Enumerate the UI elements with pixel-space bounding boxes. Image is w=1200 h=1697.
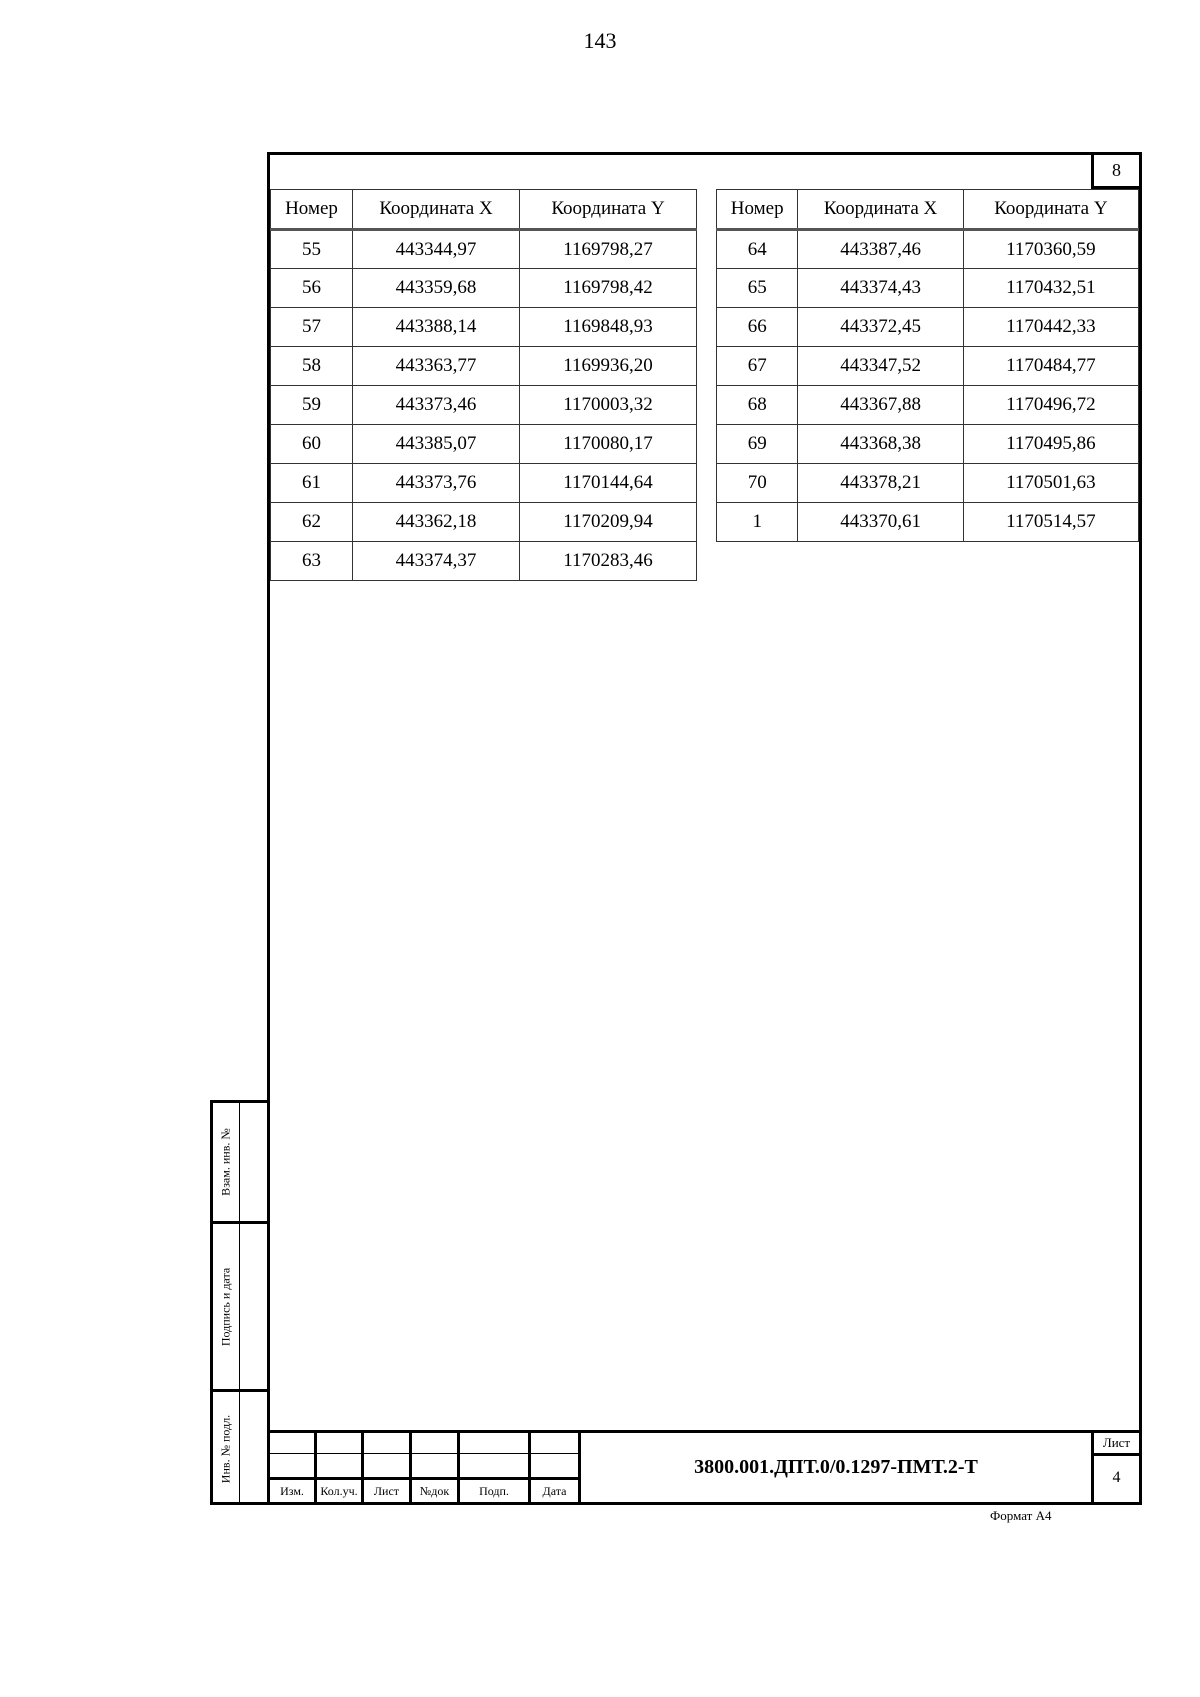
cell-y: 1170283,46 <box>520 542 697 581</box>
cell-number: 66 <box>717 308 798 347</box>
sheet-label-box <box>1091 1433 1139 1502</box>
cell-x: 443374,37 <box>353 542 520 581</box>
sheet-label: Лист <box>1094 1433 1139 1456</box>
table-row <box>717 425 1139 464</box>
cell-y: 1169798,42 <box>520 269 697 308</box>
cell-y: 1170360,59 <box>963 230 1138 269</box>
cell-x: 443359,68 <box>353 269 520 308</box>
cell-number: 69 <box>717 425 798 464</box>
sheet-value: 4 <box>1112 1468 1121 1486</box>
cell-x: 443373,46 <box>353 386 520 425</box>
title-col-kol <box>317 1433 364 1502</box>
drawing-frame <box>267 152 1142 1505</box>
header-x: Координата X <box>798 190 963 230</box>
table-row <box>271 269 697 308</box>
cell-number: 57 <box>271 308 353 347</box>
cell-number: 62 <box>271 503 353 542</box>
cell-number: 65 <box>717 269 798 308</box>
title-block <box>270 1430 1139 1502</box>
table-row <box>717 347 1139 386</box>
cell-x: 443362,18 <box>353 503 520 542</box>
cell-number: 63 <box>271 542 353 581</box>
header-x: Координата X <box>353 190 520 230</box>
side-stamp-column <box>210 1100 270 1505</box>
cell-number: 55 <box>271 230 353 269</box>
table-row <box>717 269 1139 308</box>
coordinates-table-left <box>270 189 697 581</box>
title-col-ndoc <box>412 1433 460 1502</box>
table-row <box>271 347 697 386</box>
cell-y: 1170442,33 <box>963 308 1138 347</box>
format-label: Формат А4 <box>990 1508 1052 1523</box>
document-code: 3800.001.ДПТ.0/0.1297-ПМТ.2-Т <box>694 1456 978 1478</box>
cell-y: 1169798,27 <box>520 230 697 269</box>
cell-number: 59 <box>271 386 353 425</box>
coordinates-table-right <box>716 189 1139 542</box>
sheet-number-box: 8 <box>1091 155 1139 189</box>
table-row <box>717 503 1139 542</box>
table-row <box>271 464 697 503</box>
title-block-grid <box>270 1433 581 1502</box>
side-label-cell <box>213 1103 240 1221</box>
table-row <box>717 464 1139 503</box>
cell-y: 1170484,77 <box>963 347 1138 386</box>
cell-y: 1170432,51 <box>963 269 1138 308</box>
side-label: Подпись и дата <box>218 1267 233 1346</box>
side-label-cell <box>213 1224 240 1389</box>
table-header-row <box>271 190 697 230</box>
cell-number: 58 <box>271 347 353 386</box>
table-row <box>271 542 697 581</box>
table-row <box>271 308 697 347</box>
cell-x: 443367,88 <box>798 386 963 425</box>
cell-y: 1169848,93 <box>520 308 697 347</box>
cell-y: 1170080,17 <box>520 425 697 464</box>
cell-x: 443385,07 <box>353 425 520 464</box>
cell-number: 61 <box>271 464 353 503</box>
cell-x: 443388,14 <box>353 308 520 347</box>
cell-x: 443347,52 <box>798 347 963 386</box>
cell-number: 64 <box>717 230 798 269</box>
title-col-list <box>364 1433 412 1502</box>
cell-x: 443378,21 <box>798 464 963 503</box>
title-col-label: Лист <box>373 1483 400 1498</box>
side-label: Взам. инв. № <box>218 1128 233 1196</box>
title-col-izm <box>270 1433 317 1502</box>
header-number: Номер <box>717 190 798 230</box>
header-y: Координата Y <box>520 190 697 230</box>
cell-number: 68 <box>717 386 798 425</box>
title-col-label: Дата <box>542 1483 567 1498</box>
table-row <box>271 230 697 269</box>
header-number: Номер <box>271 190 353 230</box>
cell-y: 1170495,86 <box>963 425 1138 464</box>
cell-x: 443368,38 <box>798 425 963 464</box>
table-row <box>271 386 697 425</box>
header-y: Координата Y <box>963 190 1138 230</box>
cell-y: 1170501,63 <box>963 464 1138 503</box>
cell-x: 443370,61 <box>798 503 963 542</box>
side-cell-original-inventory <box>213 1389 270 1505</box>
side-label-cell <box>213 1392 240 1505</box>
cell-y: 1170144,64 <box>520 464 697 503</box>
table-row <box>717 308 1139 347</box>
cell-number: 67 <box>717 347 798 386</box>
title-col-label: Кол.уч. <box>320 1483 358 1498</box>
cell-number: 56 <box>271 269 353 308</box>
cell-x: 443387,46 <box>798 230 963 269</box>
page-number: 143 <box>583 28 617 53</box>
table-row <box>271 503 697 542</box>
title-col-label: Изм. <box>280 1483 304 1498</box>
title-col-data <box>531 1433 581 1502</box>
title-col-label: Подп. <box>479 1483 509 1498</box>
cell-x: 443372,45 <box>798 308 963 347</box>
table-row <box>271 425 697 464</box>
cell-y: 1170003,32 <box>520 386 697 425</box>
cell-x: 443344,97 <box>353 230 520 269</box>
cell-x: 443363,77 <box>353 347 520 386</box>
table-row <box>717 230 1139 269</box>
side-cell-replacement <box>213 1103 270 1221</box>
side-cell-signature <box>213 1221 270 1389</box>
cell-number: 1 <box>717 503 798 542</box>
cell-number: 60 <box>271 425 353 464</box>
cell-y: 1169936,20 <box>520 347 697 386</box>
table-header-row <box>717 190 1139 230</box>
table-row <box>717 386 1139 425</box>
side-label: Инв. № подл. <box>218 1414 233 1483</box>
cell-number: 70 <box>717 464 798 503</box>
title-col-podp <box>460 1433 531 1502</box>
cell-x: 443373,76 <box>353 464 520 503</box>
cell-y: 1170496,72 <box>963 386 1138 425</box>
title-col-label: №док <box>419 1483 450 1498</box>
cell-y: 1170209,94 <box>520 503 697 542</box>
cell-x: 443374,43 <box>798 269 963 308</box>
cell-y: 1170514,57 <box>963 503 1138 542</box>
